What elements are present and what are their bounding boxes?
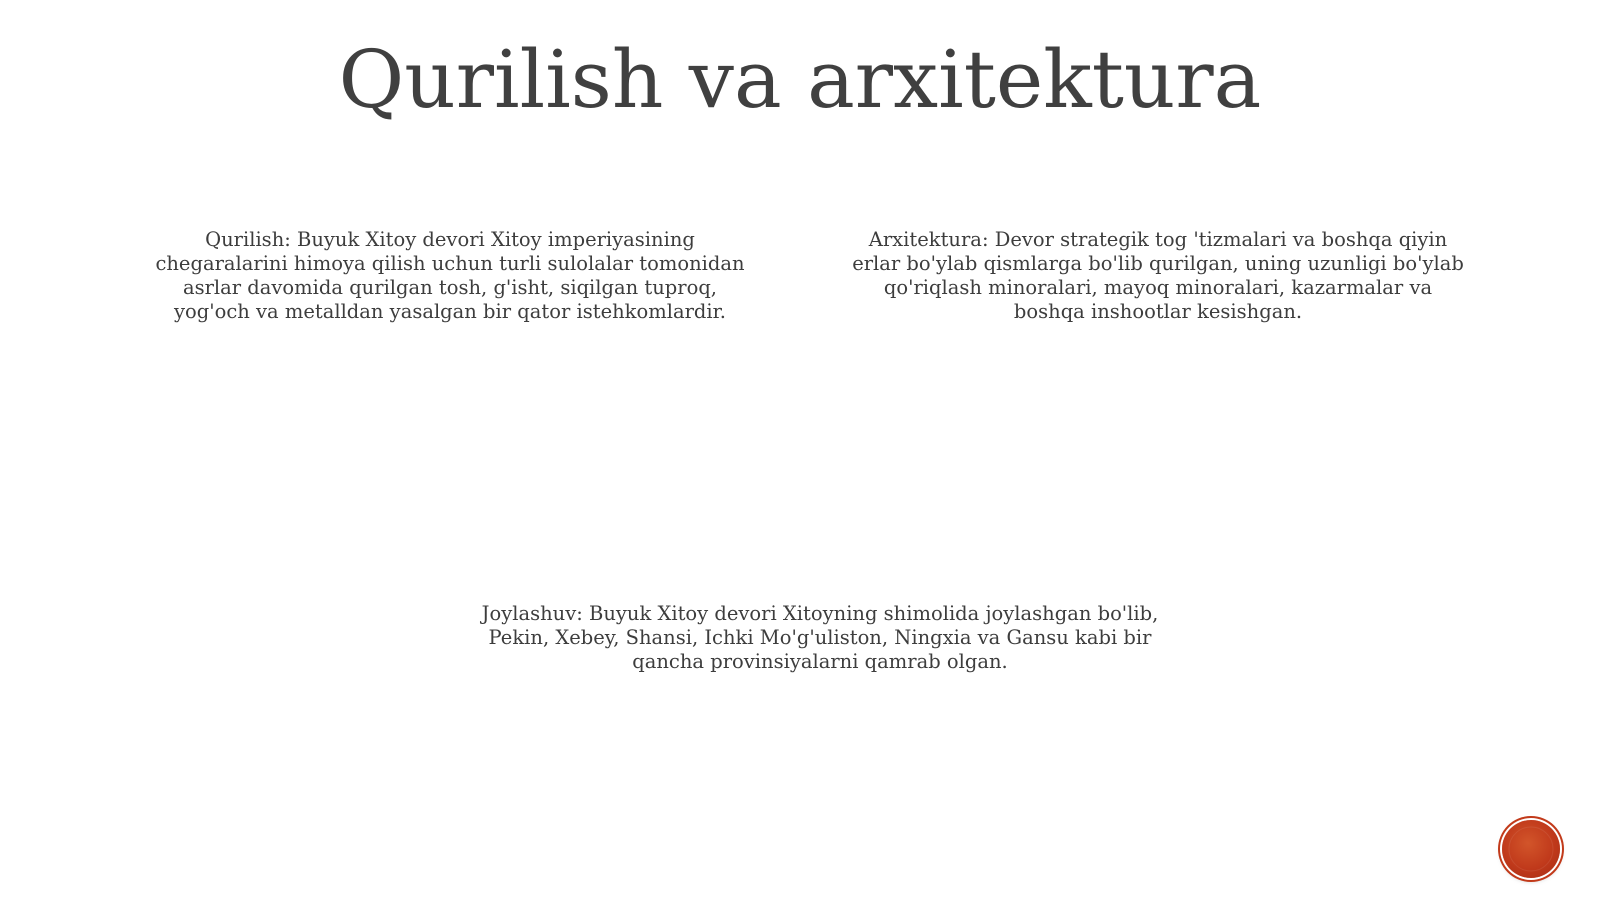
next-slide-button[interactable] xyxy=(1502,820,1560,878)
slide-title: Qurilish va arxitektura xyxy=(338,33,1262,126)
construction-text: Qurilish: Buyuk Xitoy devori Xitoy imperiyasining chegaralarini himoya qilish uchun turli sulolalar tomonidan asrlar davomida qurilgan tosh, g'isht, siqilgan tuproq, yog'och va metalldan yasalgan bir qator istehkomlardir. xyxy=(155,228,745,323)
next-slide-icon xyxy=(1502,820,1560,878)
architecture-text: Arxitektura: Devor strategik tog 'tizmalari va boshqa qiyin erlar bo'ylab qismlarga bo'lib qurilgan, uning uzunligi bo'ylab qo'riqlash minoralari, mayoq minoralari, kazarmalar va boshqa inshootlar kesishgan. xyxy=(852,228,1464,323)
location-text: Joylashuv: Buyuk Xitoy devori Xitoyning shimolida joylashgan bo'lib, Pekin, Xebey, Shansi, Ichki Mo'g'uliston, Ningxia va Gansu kabi bir qancha provinsiyalarni qamrab olgan. xyxy=(481,602,1159,673)
